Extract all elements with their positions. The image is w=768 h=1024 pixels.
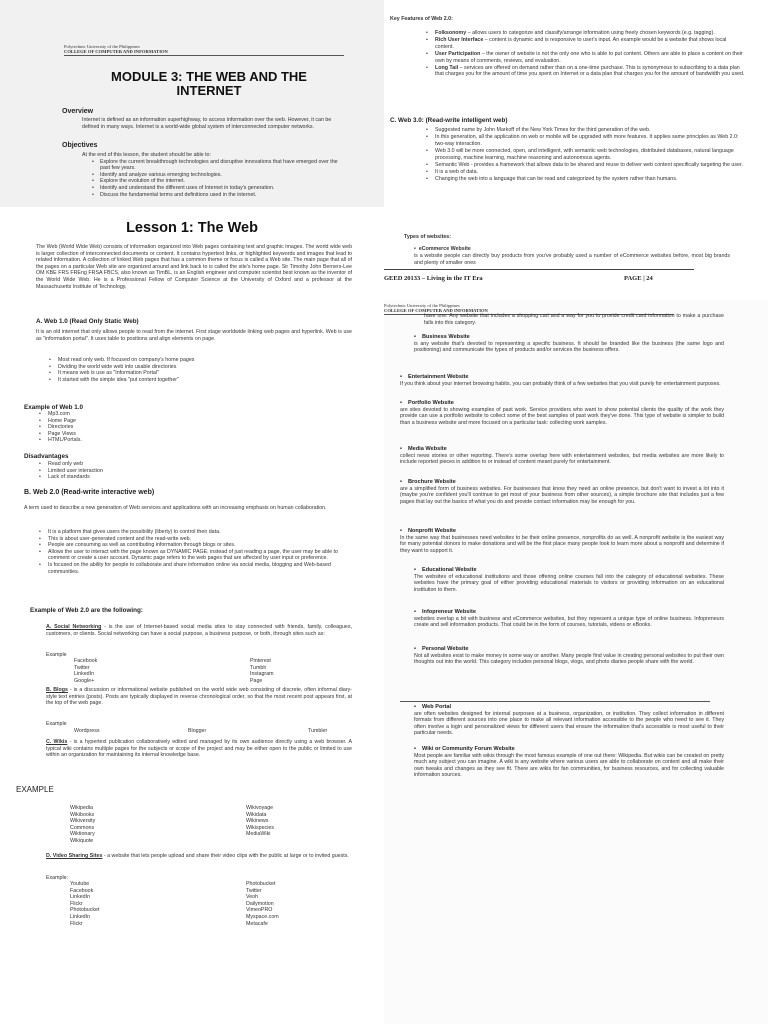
social-example: Page [250,677,263,684]
college-name: COLLEGE OF COMPUTER AND INFORMATION [384,308,488,314]
blog-example: Tumbler [308,728,328,734]
web1-bullet: • Most read only web. If focused on company's home pages [46,357,346,364]
site-title: • Infopreneur Website [414,609,724,616]
site-title: • Nonprofit Website [400,528,724,535]
wikis-example-label: EXAMPLE [16,785,54,794]
site-title: • Entertainment Website [400,374,724,381]
ecommerce-title-text: eCommerce Website [418,246,471,252]
site-title: • Portfolio Website [400,400,724,407]
site-title: • Educational Website [414,567,724,574]
web2-bullet: • It is a platform that gives users the possibility (liberty) to control their data. [36,529,354,536]
module-title-line2: INTERNET [176,83,242,98]
social-text: - is the use of Internet-based social media sites to stay connected with friends, family, colleagues, customers, or clients. Social networking can have a social purpose, a business purpose, or both, through sites such as: [46,624,352,637]
site-text: If you think about your internet browsing habits, you can probably think of a few websites that you visit purely for entertainment purposes. [400,380,721,387]
web1-example: • Directories [36,424,156,431]
feature-term: Rich User Interface [435,37,484,44]
video-example: Facebook [70,887,94,894]
disadvantages-heading: Disadvantages [24,453,69,460]
ecommerce-continued: have one. Any website that includes a shopping cart and a way for you to provide credit card information to make a purchase falls into this category. [424,313,724,326]
objective-item: • Explore the evolution of the internet. [82,178,344,185]
social-example: Tumblr [250,664,267,671]
blog-example: Wordpress [74,728,100,734]
web1-example: • Home Page [36,418,156,425]
wiki-example: Wikidata [246,811,267,818]
disadvantage-item: • Limited user interaction [36,468,186,475]
web3-item: • It is a web of data. [424,169,746,176]
wiki-example: Wikiversity [70,818,96,825]
site-educational [414,567,724,593]
university-name: Polytechnic University of the Philippines [64,44,140,49]
web3-heading: C. Web 3.0: (Read-write intelligent web) [390,117,508,124]
lesson-intro: The Web (World Wide Web) consists of information organized into Web pages containing text and graphic images. The world wide web is larger collection of interconnected documents or content. It contains hypertext links, or highlighted keywords and images that lead to related information. A collection of linked Web pages that has a common theme or focus is called a Web site. The main page that all of the pages on a particular Web site are organized around and link back to is called the site's home page. Sir Timothy John Berners-Lee OM KBE FRS FREng FRSA FBCS, also known as TimBL, is an English engineer and computer scientist best known as the inventor of the World Wide Web. He is a Professional Fellow of Computer Science at the University of Oxford and a professor at the Massachusetts Institute of Technology. [36,244,353,290]
header-rule [64,55,344,56]
key-features-list [424,30,746,79]
feature-text: – allows users to categorize and classify/arrange information using freely chosen keywords (e.g. tagging). [466,30,715,36]
module-title-line1: MODULE 3: THE WEB AND THE [111,69,307,84]
site-personal [414,646,724,666]
site-text: is any website that's devoted to representing a specific business. It should be branded like the business (the same logo and positioning) and communicate the types of products and/or services the business offers. [414,340,724,354]
web2-bullets [36,529,354,575]
feature-item [424,30,746,37]
features-panel [384,0,768,300]
feature-item [424,65,746,78]
footer-course: GEED 20133 – Living in the IT Era [384,275,483,282]
feature-term: User Participation [435,50,481,57]
footer-rule [384,269,694,270]
site-title: • Web Portal [414,704,724,711]
wikis [46,739,352,759]
site-business [414,334,724,354]
video-example: Photobucket [246,881,276,887]
social-example: Facebook [74,658,98,664]
objectives-intro: At the end of this lesson, the student should be able to: [82,152,211,158]
disadvantages-list [36,461,186,481]
video-example: Veoh [246,894,259,901]
wiki-example: MediaWiki [246,831,271,838]
site-title: • Personal Website [414,646,724,653]
site-media [400,446,724,466]
site-text: are a simplified form of business websites. For businesses that know they need an online presence, but don't want to invest a lot into it (maybe you're confident you'll continue to get most of your business from other sources), a simple brochure site that includes just a few pages that lay out the basics of what you do and provide contact information may be enough for you. [400,485,724,505]
key-features-heading: Key Features of Web 2.0: [390,16,453,22]
web3-item: • Web 3.0 will be more connected, open, and intelligent, with semantic web technologies, distributed databases, natural language processing, machine learning, machine reasoning and autonomous agents. [424,148,746,161]
objective-item: • Explore the current breakthrough technologies and disruptive innovations that have emerged over the past few years. [82,159,344,172]
university-header [64,44,344,56]
social-title: A. Social Networking [46,624,102,630]
site-text: Not all websites exist to make money in some way or another. Many people find value in creating personal websites to put their own thoughts out into the world. This category includes personal blogs, vlogs, and photo diaries people share with the world. [414,652,724,666]
overview-heading: Overview [62,108,94,115]
web3-item: • Suggested name by John Markoff of the New York Times for the third generation of the web. [424,127,746,134]
disadvantage-item: • Read only web [36,461,186,468]
web2-text: A term used to describe a new generation of Web services and applications with an increasing emphasis on human collaboration. [24,505,327,511]
web1-bullet: • Dividing the world wide web into usable directories [46,364,346,371]
video-examples-right [246,881,346,927]
feature-term: Folksonomy [435,30,467,36]
web2-bullet: • Allows the user to interact with the page known as DYNAMIC PAGE; instead of just reading a page, the user may be able to comment or create a user account. Dynamic page refers to the web pages that are affected by user input or preference. [36,549,354,562]
overview-text: Internet is defined as an information superhighway, to access information over the web. However, it can be defined in many ways. Internet is a world-wide global system of interconnected computer networks. [82,117,332,130]
site-text: websites overlap a bit with business and eCommerce websites, but they represent a unique type of online business. Infopreneurs create and sell information products. That could be in the form of courses, tutorials, videos or eBooks. [414,615,724,629]
video-example-label: Example: [46,875,69,881]
footer-page: PAGE | 24 [624,275,653,282]
video-example: VimeoPRO [246,907,273,914]
feature-item [424,51,746,64]
site-entertainment [400,374,724,387]
site-text: collect news stories or other reporting. There's some overlap here with entertainment websites, but media websites are more likely to include reported pieces in addition to or instead of content meant purely for entertainment. [400,452,724,466]
web1-bullets [46,357,346,383]
wiki-example: Wikivoyage [246,805,274,811]
video-examples-left [70,881,170,927]
social-example: Google+ [74,677,95,684]
site-text: are sites devoted to showing examples of past work. Service providers who want to show potential clients the quality of the work they provide can use a portfolio website to collect some of the best samples of past work they've done. This type of website is simpler to build than a business website and more focused on a particular task: collecting work samples. [400,406,724,426]
ecommerce-text: is a website people can directly buy products from you've probably used a number of eCommerce websites before, most big brands and plenty of smaller ones [414,253,730,266]
wiki-example: Wikispecies [246,824,274,831]
social-networking [46,624,352,637]
objective-item: • Discuss the fundamental terms and definitions used in the internet. [82,192,344,199]
wiki-examples-right [246,805,346,838]
blogs [46,687,352,707]
video-example: Dailymotion [246,900,274,907]
web3-item: • In this generation, all the application on web or mobile will be upgraded with more features. It applies same principles as Web 2.0: two-way interaction. [424,134,746,147]
web3-item: • Changing the web into a language that can be read and categorized by the system rather than humans. [424,176,746,183]
video-example: LinkedIn [70,913,91,920]
university-name: Polytechnic University of the Philippines [384,303,460,308]
social-examples-left [74,658,164,684]
objectives-block [82,152,344,198]
social-example: Twitter [74,664,90,671]
wiki-example: Wikipedia [70,805,93,811]
wiki-example: Wiktionary [70,831,95,838]
wiki-example: Wikibooks [70,811,95,818]
lesson-title: Lesson 1: The Web [126,220,258,236]
wiki-example: Wikinews [246,818,269,825]
web1-example: • HTML/Portals. [36,437,156,444]
video-example: Youtube [70,881,90,887]
social-example-label: Example [46,652,67,658]
site-text: are often websites designed for internal purposes at a business, organization, or institution. They collect information in different formats from different sources into one place to make all relevant information accessible to the people who need to see it. They often involve a login and personalized views for different users that ensure the information that's accessible is most useful to their particular needs. [414,710,724,737]
web1-example: • Page Views [36,431,156,438]
site-title: • Wiki or Community Forum Website [414,746,724,753]
blogs-text: - is a discussion or informational website published on the world wide web consisting of discrete, often informal diary-style text entries (posts). Posts are typically displayed in reverse chronological order, so that the most recent post appears first, at the top of the web page. [46,687,353,707]
video-text: - a website that lets people upload and share their video clips with the public at large or to invited guests. [102,853,349,859]
blogs-title: B. Blogs [46,687,68,693]
site-title: • Business Website [414,334,724,341]
web3-item: • Semantic Web - provides a framework that allows data to be shared and reuse to deliver web content specifically targeting the user. [424,162,746,169]
site-title: • Brochure Website [400,479,724,486]
video-example: Twitter [246,887,262,894]
site-portfolio [400,400,724,426]
wiki-examples-left [70,805,170,845]
wikis-text: - is a hypertext publication collaboratively edited and managed by its own audience directly using a web browser. A typical wiki contains multiple pages for the subjects or scope of the project and may be either open to the public or limited to use within an organization for maintaining its internal knowledge base. [46,739,352,759]
site-wiki [414,746,724,779]
disadvantage-item: • Lack of standards [36,474,186,481]
site-text: The websites of educational institutions and those offering online courses fall into the category of educational websites. These websites have the primary goal of either providing educational materials to visitors or providing information on an educational institution to them. [414,573,724,593]
wiki-example: Commons [70,824,95,831]
video-example: Flickr [70,920,83,927]
video-example: Flickr [70,900,83,907]
site-nonprofit [400,528,724,554]
video-example: Myspace.com [246,913,279,920]
social-example: LinkedIn [74,671,95,678]
objective-item: • Identify and understand the different uses of Internet in today's generation. [82,185,344,192]
site-infopreneur [414,609,724,629]
web2-examples-heading: Example of Web 2.0 are the following: [30,607,143,614]
web1-heading: A. Web 1.0 (Read Only Static Web) [36,318,139,325]
web1-examples-heading: Example of Web 1.0 [24,404,84,411]
web1-bullet: • It means web is use as "Information Portal" [46,370,346,377]
video-sharing [46,853,352,860]
web1-example: • Mp3.com [36,411,156,418]
module-title [64,70,354,98]
site-title: • Media Website [400,446,724,453]
section-rule [400,701,710,702]
wiki-example: Wikiquote [70,837,94,844]
lesson-panel [0,207,384,1024]
video-example: Photobucket [70,907,100,914]
objectives-heading: Objectives [62,142,98,149]
site-text: Most people are familiar with wikis through the most famous example of one out there: Wikipedia. But wikis can be created on pretty much any subject you can imagine. A wiki is any website where various users are able to collaborate on content and all make their own tweaks and changes as they see fit. There are wikis for fan communities, for business resources, and for collecting valuable information sources. [414,752,724,779]
web1-text: It is an old internet that only allows people to read from the internet. First stage worldwide linking web pages and hyperlink. Web is use as "information portal". It uses table to positions and align elements on page. [36,329,352,342]
video-example: Metacafe [246,920,268,927]
blog-example: Blogger [188,728,207,734]
college-name: COLLEGE OF COMPUTER AND INFORMATION [64,49,168,55]
feature-term: Long Tail [435,64,459,71]
video-title: D. Video Sharing Sites [46,853,103,859]
web1-bullet: • It started with the simple idea "put content together" [46,377,346,384]
ecommerce-title: • eCommerce Website [414,246,471,252]
web1-examples [36,411,156,444]
blogs-example-label: Example [46,721,67,727]
social-example: Instagram [250,671,274,678]
site-brochure [400,479,724,505]
social-example: Pinterest [250,658,271,664]
feature-item [424,37,746,50]
web2-bullet: • People are consuming as well as contributing information through blogs or sites. [36,542,354,549]
site-text: In the same way that businesses need websites to be their online presence, nonprofits do as well. A nonprofit website is the easiest way for many potential donors to make donations and will be the first place many people look to learn more about a nonprofit and determine if they want to support it. [400,534,724,554]
feature-text: – services are offered on demand rather than on a one-time purchase. This is synonymous to subscribing to a data plan that charges you for the amount of time you spent on Internet or a data plan that charges you for the amount of bandwidth you used. [435,64,745,78]
web2-bullet: • This is about user-generated content and the read-write web. [36,536,354,543]
types-heading: Types of websites: [404,234,451,240]
video-example: LinkedIn [70,894,91,901]
objective-item: • Identify and analyze various emerging technologies. [82,172,344,179]
site-web-portal [414,704,724,737]
social-examples-right [250,658,340,684]
web2-bullet: • Is focused on the ability for people to collaborate and share information online via social media, blogging and Web-based communities. [36,562,354,575]
web3-list [424,127,746,183]
feature-text: – the owner of website is not the only one who is able to put content. Others are able to place a content on their own by means of comments, reviews, and evaluation. [435,50,743,64]
feature-text: – content is dynamic and is responsive to user's input. An example would be a website that shows local content. [435,37,727,50]
web2-heading: B. Web 2.0 (Read-write interactive web) [24,489,155,496]
wikis-title: C. Wikis [46,739,68,745]
